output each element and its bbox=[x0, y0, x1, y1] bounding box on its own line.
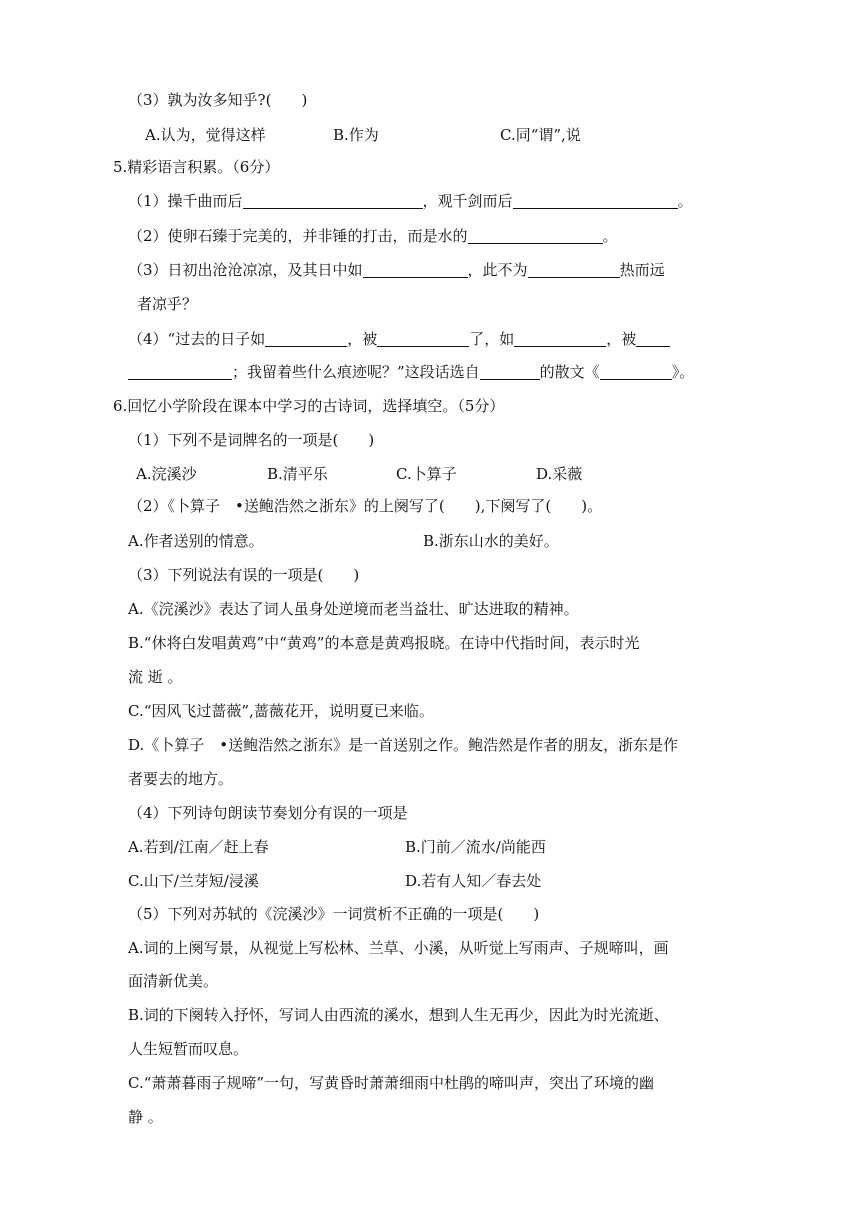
q6-4-stem: （4）下列诗句朗读节奏划分有误的一项是 bbox=[128, 804, 408, 822]
q5-4-text-f: 的散文《 bbox=[539, 363, 600, 381]
q5-4-text-d: ，被 bbox=[606, 330, 637, 348]
answer-blank[interactable] bbox=[128, 363, 232, 380]
q6-1-option-a: A.浣溪沙 bbox=[136, 465, 197, 483]
q6-1-option-d: D.采薇 bbox=[536, 465, 583, 483]
q4-3-option-c: C.同“谓”,说 bbox=[500, 126, 581, 144]
q5-3-line bbox=[128, 260, 665, 280]
q5-1-line bbox=[128, 191, 693, 211]
q5-3-text-a: （3）日初出沧沧凉凉，及其日中如 bbox=[128, 261, 363, 279]
q6-1-option-b: B.清平乐 bbox=[267, 465, 328, 483]
q6-5-option-a-cont: 面清新优美。 bbox=[128, 972, 219, 990]
q5-4-text-a: （4）“过去的日子如 bbox=[128, 330, 266, 348]
q4-3-option-a: A.认为，觉得这样 bbox=[145, 126, 266, 144]
answer-blank[interactable] bbox=[377, 330, 469, 347]
q5-title: 5.精彩语言积累。（6分） bbox=[113, 158, 280, 176]
q5-4-text-g: 》。 bbox=[671, 363, 695, 381]
q5-4-line bbox=[128, 329, 670, 349]
q5-4-text-c: 了，如 bbox=[469, 330, 515, 348]
answer-blank[interactable] bbox=[265, 330, 347, 347]
q6-1-stem: （1）下列不是词牌名的一项是( ) bbox=[128, 431, 375, 449]
answer-blank[interactable] bbox=[514, 330, 606, 347]
q6-3-stem: （3）下列说法有误的一项是( ) bbox=[128, 566, 360, 584]
q4-3-option-b: B.作为 bbox=[333, 126, 379, 144]
q6-5-option-c-cont: 静 。 bbox=[128, 1108, 163, 1126]
q5-4-line-cont bbox=[128, 362, 694, 382]
q5-1-text-c: 。 bbox=[677, 192, 693, 210]
q6-3-option-a: A.《浣溪沙》表达了词人虽身处逆境而老当益壮、旷达进取的精神。 bbox=[128, 600, 579, 618]
q6-4-option-d: D.若有人知／春去处 bbox=[405, 872, 542, 890]
q5-3-line-cont: 者凉乎？ bbox=[137, 295, 198, 313]
q6-4-option-a: A.若到/江南／赶上春 bbox=[128, 838, 269, 856]
q6-3-option-b-cont: 流 逝 。 bbox=[128, 668, 183, 686]
q5-4-text-e: ；我留着些什么痕迹呢？”这段话选自 bbox=[232, 363, 480, 381]
answer-blank[interactable] bbox=[480, 363, 540, 380]
answer-blank[interactable] bbox=[243, 192, 423, 209]
q5-2-line bbox=[128, 226, 618, 246]
q6-1-option-c: C.卜算子 bbox=[396, 465, 457, 483]
q5-1-text-b: ，观千剑而后 bbox=[422, 192, 513, 210]
q6-4-option-b: B.门前／流水/尚能西 bbox=[405, 838, 546, 856]
q6-5-option-a: A.词的上阕写景，从视觉上写松林、兰草、小溪，从听觉上写雨声、子规啼叫，画 bbox=[128, 939, 669, 957]
q6-5-option-b: B.词的下阕转入抒怀，写词人由西流的溪水，想到人生无再少，因此为时光流逝、 bbox=[128, 1006, 669, 1024]
q6-3-option-c: C.“因风飞过蔷薇”,蔷薇花开，说明夏已来临。 bbox=[128, 702, 434, 720]
q6-5-option-c: C.“萧萧暮雨子规啼”一句，写黄昏时萧萧细雨中杜鹃的啼叫声，突出了环境的幽 bbox=[128, 1074, 655, 1092]
q6-3-option-d: D.《卜算子 •送鲍浩然之浙东》是一首送别之作。鲍浩然是作者的朋友，浙东是作 bbox=[128, 736, 679, 754]
q5-3-text-c: 热而远 bbox=[619, 261, 665, 279]
answer-blank[interactable] bbox=[363, 261, 468, 278]
q6-2-option-a: A.作者送别的情意。 bbox=[128, 532, 264, 550]
answer-blank[interactable] bbox=[636, 330, 670, 347]
q5-1-text-a: （1）操千曲而后 bbox=[128, 192, 243, 210]
q4-3-stem: （3）孰为汝多知乎?( ) bbox=[128, 91, 308, 109]
answer-blank[interactable] bbox=[513, 192, 678, 209]
q6-3-option-d-cont: 者要去的地方。 bbox=[128, 770, 234, 788]
q6-5-stem: （5）下列对苏轼的《浣溪沙》一词赏析不正确的一项是( ) bbox=[128, 905, 540, 923]
answer-blank[interactable] bbox=[528, 261, 620, 278]
q6-3-option-b: B.“休将白发唱黄鸡”中“黄鸡”的本意是黄鸡报晓。在诗中代指时间，表示时光 bbox=[128, 634, 640, 652]
answer-blank[interactable] bbox=[600, 363, 672, 380]
q5-3-text-b: ，此不为 bbox=[467, 261, 528, 279]
q6-2-stem: （2）《卜算子 •送鲍浩然之浙东》的上阕写了( ),下阕写了( )。 bbox=[128, 497, 603, 515]
q6-5-option-b-cont: 人生短暂而叹息。 bbox=[128, 1040, 249, 1058]
q5-4-text-b: ，被 bbox=[347, 330, 378, 348]
q6-4-option-c: C.山下/兰芽短/浸溪 bbox=[128, 872, 259, 890]
q6-2-option-b: B.浙东山水的美好。 bbox=[423, 532, 559, 550]
answer-blank[interactable] bbox=[468, 227, 603, 244]
q5-2-text-a: （2）使卵石臻于完美的，并非锤的打击，而是水的 bbox=[128, 227, 468, 245]
q6-title: 6.回忆小学阶段在课本中学习的古诗词，选择填空。（5分） bbox=[113, 397, 505, 415]
q5-2-text-b: 。 bbox=[602, 227, 618, 245]
